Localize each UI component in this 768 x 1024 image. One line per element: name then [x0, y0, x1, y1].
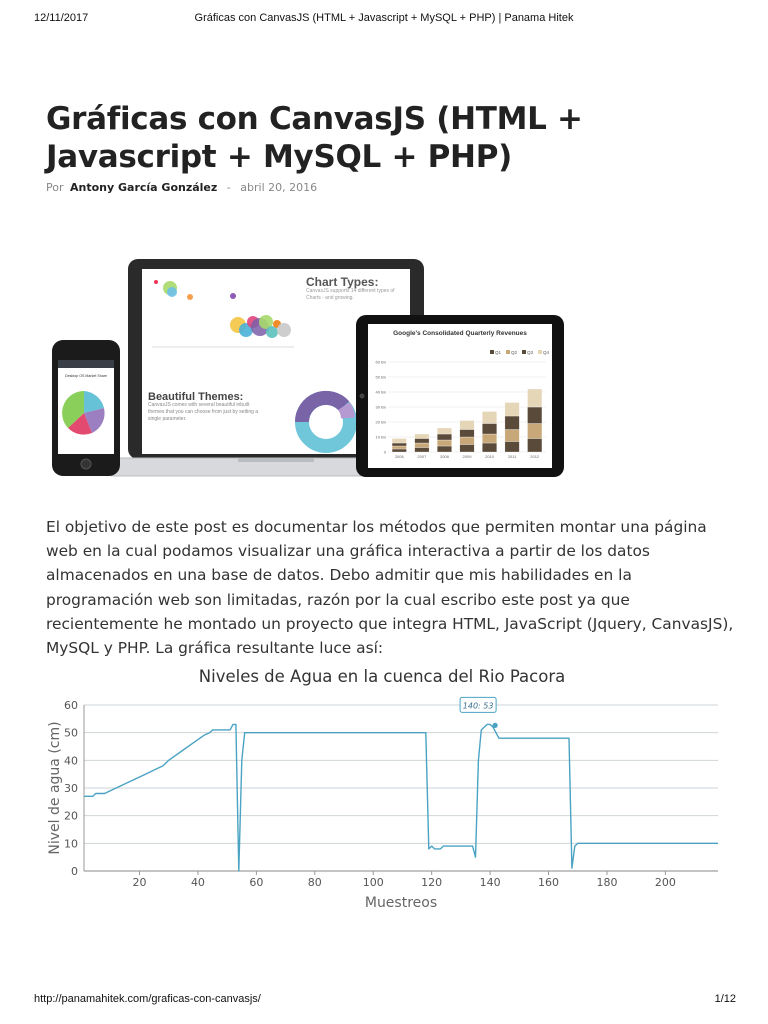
tablet-y-label: 40 Bn — [375, 389, 386, 395]
tablet-bar-segment — [505, 442, 519, 453]
tablet-bar-segment — [460, 445, 474, 453]
hero-image — [48, 252, 568, 480]
tablet-legend-label: Q3 — [527, 350, 534, 355]
chart-svg[interactable] — [44, 660, 720, 910]
byline-prefix: Por — [46, 181, 64, 194]
tablet-bar-segment — [415, 448, 429, 453]
article-paragraph: El objetivo de este post es documentar los métodos que permiten montar una página web en la cual podamos visualizar una gráfica interactiva a partir de los datos almacenados en una base de datos. Debo admitir que mis habilidades en la programación web son limitadas, razón por la cual escribo este post ya que recientemente he montado un proyecto que integra HTML, JavaScript (Jquery, CanvasJS), MySQL y PHP. La gráfica resultante luce así: — [46, 518, 734, 658]
tablet-y-label: 10 Bn — [375, 434, 386, 440]
y-tick-label: 50 — [64, 726, 78, 740]
page-number: 1/12 — [714, 993, 736, 1005]
byline — [46, 181, 317, 194]
tablet-device — [356, 315, 564, 477]
x-tick-label: 80 — [307, 876, 322, 889]
publish-date: abril 20, 2016 — [240, 181, 318, 194]
tablet-x-label: 2009 — [462, 454, 472, 459]
tablet-x-label: 2010 — [485, 454, 495, 459]
tablet-bar-segment — [460, 430, 474, 438]
tablet-x-label: 2006 — [394, 454, 404, 459]
chart-title: Niveles de Agua en la cuenca del Rio Pacora — [198, 667, 566, 686]
tablet-y-label: 0 — [383, 449, 386, 455]
tablet-bar-segment — [505, 430, 519, 442]
tablet-bar-segment — [415, 434, 429, 439]
tablet-y-label: 20 Bn — [375, 419, 386, 425]
tablet-bar-segment — [482, 443, 496, 452]
y-tick-label: 10 — [64, 837, 78, 851]
tablet-bar-segment — [460, 421, 474, 430]
tablet-legend-label: Q1 — [495, 350, 502, 355]
tablet-x-label: 2011 — [507, 454, 517, 459]
tablet-legend-swatch — [522, 350, 526, 354]
chart-tooltip — [460, 697, 496, 712]
water-level-chart[interactable] — [44, 660, 720, 910]
article-title: Gráficas con CanvasJS (HTML + Javascript + MySQL + PHP) — [46, 101, 583, 175]
x-tick-label: 100 — [362, 876, 384, 889]
print-document-title: Gráficas con CanvasJS (HTML + Javascript + MySQL + PHP) | Panama Hitek — [194, 12, 574, 24]
tablet-bar-segment — [392, 439, 406, 444]
tablet-bar-segment — [527, 389, 541, 407]
y-tick-label: 30 — [64, 782, 78, 795]
x-tick-label: 200 — [654, 876, 676, 889]
tablet-x-label: 2012 — [530, 454, 540, 459]
tablet-bar-segment — [437, 440, 451, 446]
tablet-bar-segment — [392, 449, 406, 452]
tablet-bar-segment — [415, 443, 429, 448]
tablet-bar-segment — [437, 428, 451, 434]
byline-separator: - — [226, 181, 231, 194]
y-tick-label: 40 — [64, 754, 78, 768]
hero-illustration — [48, 252, 568, 480]
y-axis-label: Nivel de agua (cm) — [47, 721, 63, 855]
tablet-bar-segment — [437, 434, 451, 440]
phone-device — [52, 340, 120, 476]
tablet-x-label: 2007 — [417, 454, 427, 459]
tablet-y-label: 60 Bn — [375, 359, 386, 365]
tablet-bar-segment — [527, 424, 541, 439]
tablet-bar-segment — [437, 446, 451, 452]
print-url: http://panamahitek.com/graficas-con-canvasjs/ — [34, 993, 261, 1005]
y-tick-label: 20 — [64, 809, 78, 823]
x-tick-label: 160 — [538, 876, 560, 889]
x-tick-label: 140 — [479, 876, 501, 889]
x-tick-label: 180 — [596, 876, 618, 889]
themes-text: CanvasJS comes with several beautiful inbuilt themes that you can choose from just by setting a single parameter. — [148, 402, 259, 422]
tablet-bar-segment — [460, 437, 474, 445]
x-tick-label: 120 — [421, 876, 443, 889]
hover-point-marker[interactable] — [493, 723, 498, 728]
tablet-bar-segment — [505, 416, 519, 430]
tablet-bar-segment — [527, 439, 541, 453]
tablet-x-label: 2008 — [439, 454, 449, 459]
tablet-bar-segment — [527, 407, 541, 424]
y-tick-label: 0 — [71, 865, 78, 878]
tooltip-text: 140: 53 — [462, 701, 494, 711]
laptop-subtext: CanvasJS supports 14 different types of Charts - and growing. — [306, 288, 395, 301]
tablet-bar-segment — [415, 439, 429, 444]
series-line[interactable] — [84, 724, 718, 871]
x-axis-label: Muestreos — [364, 895, 438, 910]
tablet-y-label: 30 Bn — [375, 404, 386, 410]
tablet-chart-title: Google's Consolidated Quarterly Revenues — [393, 330, 527, 337]
x-tick-label: 20 — [132, 876, 147, 889]
themes-heading: Beautiful Themes: — [148, 391, 244, 403]
tablet-legend-swatch — [538, 350, 542, 354]
y-tick-label: 60 — [64, 699, 78, 712]
phone-chart-title: Desktop OS Market Share — [65, 374, 107, 378]
tablet-legend-swatch — [506, 350, 510, 354]
tablet-bar-segment — [392, 443, 406, 446]
laptop-heading: Chart Types: — [306, 275, 379, 289]
tablet-legend-label: Q2 — [511, 350, 518, 355]
x-tick-label: 40 — [190, 876, 205, 889]
tablet-y-label: 50 Bn — [375, 374, 386, 380]
tablet-bar-segment — [482, 412, 496, 424]
tablet-bar-segment — [482, 434, 496, 443]
print-date: 12/11/2017 — [34, 12, 89, 24]
author-link[interactable]: Antony García González — [70, 181, 218, 194]
tablet-bar-segment — [392, 446, 406, 449]
tablet-bar-segment — [482, 424, 496, 435]
tablet-legend-swatch — [490, 350, 494, 354]
x-tick-label: 60 — [249, 876, 264, 889]
tablet-legend-label: Q4 — [543, 350, 550, 355]
tablet-bar-segment — [505, 403, 519, 417]
